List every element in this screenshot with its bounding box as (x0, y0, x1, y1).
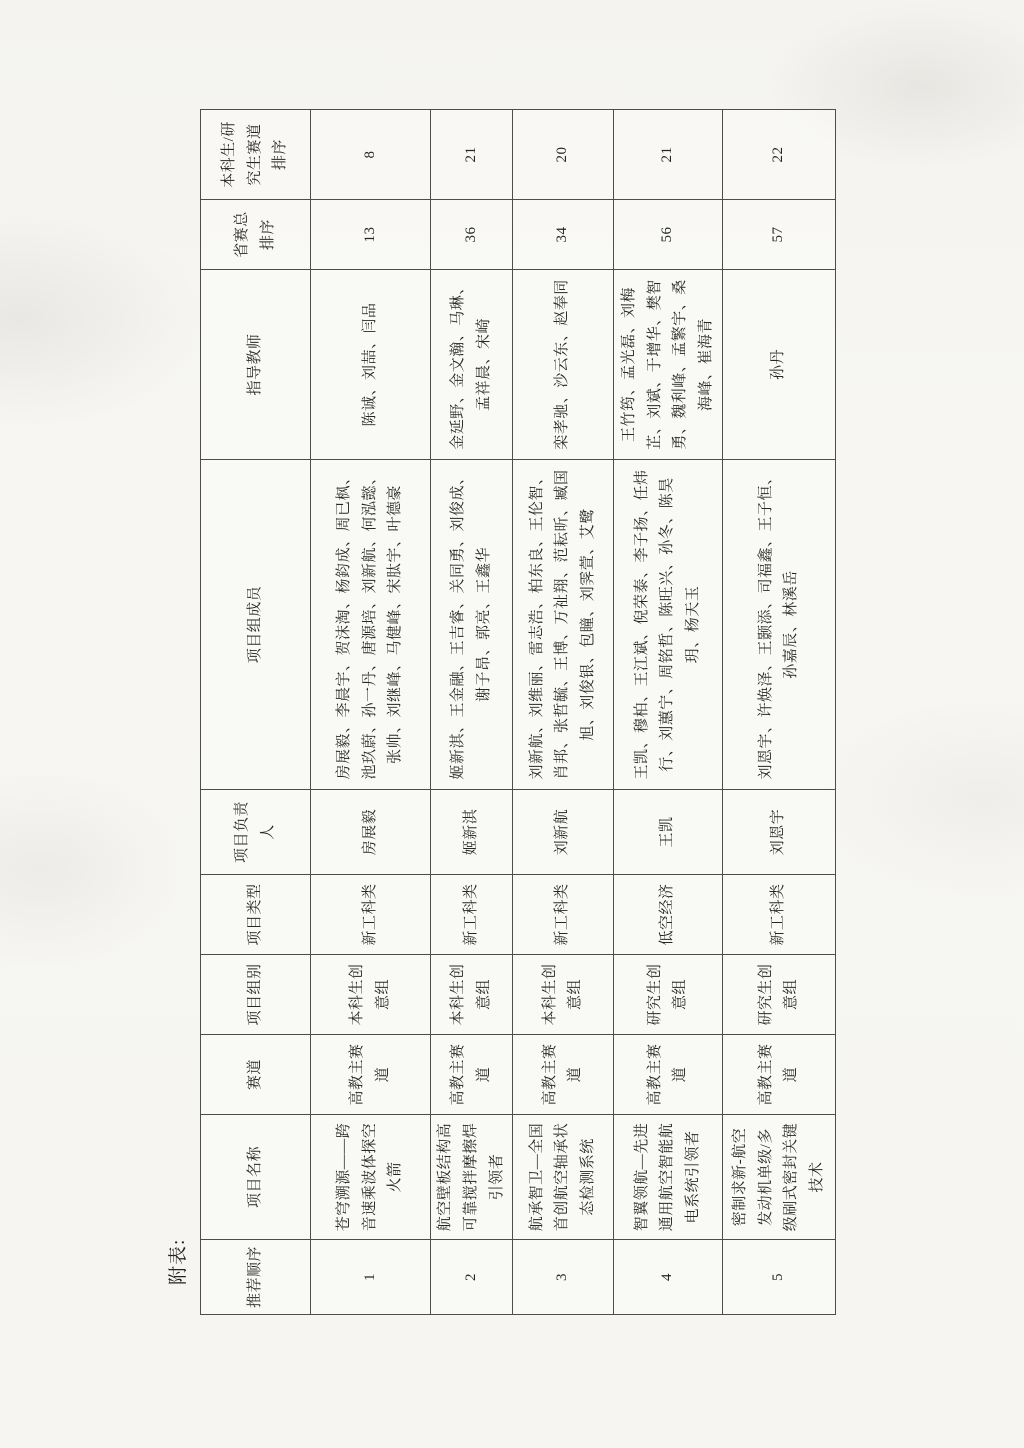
cell-project-name: 苍穹溯源——跨音速乘波体探空火箭 (311, 1115, 431, 1240)
cell-order: 3 (513, 1240, 614, 1315)
header-group: 项目组别 (201, 955, 311, 1035)
cell-provincial-rank: 13 (311, 200, 431, 270)
rotated-scan-region (155, 110, 835, 1315)
cell-members: 房展毅、李晨宇、贺沫淘、杨鈞成、周已枫、池玖蔚、孙一丹、唐源培、刘新航、何泓懿、张帅、刘继峰、马健峰、宋肽宇、叶德豪 (311, 460, 431, 790)
cell-track-rank: 20 (513, 110, 614, 200)
cell-order: 4 (614, 1240, 723, 1315)
cell-track: 高教主赛道 (513, 1035, 614, 1115)
cell-project-name: 智翼领航—先进通用航空智能航电系统引领者 (614, 1115, 723, 1240)
cell-members: 姬新淇、王金融、王吉睿、关同勇、刘俊成、谢子昂、郭亮、王鑫华 (431, 460, 513, 790)
cell-track-rank: 21 (431, 110, 513, 200)
cell-project-name: 密制求新-航空发动机单级/多级刷式密封关键技术 (723, 1115, 836, 1240)
recommendation-table (200, 109, 836, 1315)
cell-project-name: 航承智卫—全国首创航空轴承状态检测系统 (513, 1115, 614, 1240)
cell-leader: 王凯 (614, 790, 723, 875)
cell-advisors: 王竹筠、孟光磊、刘梅芷、刘斌、于增华、樊智勇、魏利峰、孟繁宇、桑海峰、崔海青 (614, 270, 723, 460)
cell-order: 1 (311, 1240, 431, 1315)
cell-type: 低空经济 (614, 875, 723, 955)
cell-track-rank: 8 (311, 110, 431, 200)
cell-track: 高教主赛道 (311, 1035, 431, 1115)
table-header-row (201, 110, 311, 1315)
cell-provincial-rank: 56 (614, 200, 723, 270)
cell-members: 刘新航、刘维丽、雷志浩、柏东良、王伦智、肖邦、张哲毓、王博、万祉翔、范耘昕、臧国旭、刘俊银、包瞳、刘霁萱、艾鹭 (513, 460, 614, 790)
table-row (431, 110, 513, 1315)
table-row (311, 110, 431, 1315)
cell-advisors: 孙丹 (723, 270, 836, 460)
cell-leader: 刘恩宇 (723, 790, 836, 875)
cell-leader: 姬新淇 (431, 790, 513, 875)
table-row (723, 110, 836, 1315)
cell-provincial-rank: 34 (513, 200, 614, 270)
cell-order: 2 (431, 1240, 513, 1315)
cell-type: 新工科类 (513, 875, 614, 955)
cell-advisors: 栾孝驰、沙云东、赵奉同 (513, 270, 614, 460)
cell-provincial-rank: 57 (723, 200, 836, 270)
cell-group: 本科生创意组 (311, 955, 431, 1035)
attachment-table-label: 附表: (168, 1238, 189, 1285)
cell-group: 本科生创意组 (431, 955, 513, 1035)
header-leader: 项目负责人 (201, 790, 311, 875)
cell-type: 新工科类 (311, 875, 431, 955)
cell-type: 新工科类 (723, 875, 836, 955)
header-track-rank: 本科生/研究生赛道排序 (201, 110, 311, 200)
cell-members: 刘恩宇、许焕泽、王颢添、司福鑫、王子恒、孙嘉辰、林溪岳 (723, 460, 836, 790)
cell-track-rank: 21 (614, 110, 723, 200)
cell-track: 高教主赛道 (614, 1035, 723, 1115)
header-provincial-rank: 省赛总排序 (201, 200, 311, 270)
header-project-name: 项目名称 (201, 1115, 311, 1240)
header-type: 项目类型 (201, 875, 311, 955)
cell-advisors: 金延野、金文瀚、马琳、孟祥晨、宋崎 (431, 270, 513, 460)
cell-group: 本科生创意组 (513, 955, 614, 1035)
table-row (513, 110, 614, 1315)
cell-advisors: 陈诚、刘喆、闫品 (311, 270, 431, 460)
cell-track-rank: 22 (723, 110, 836, 200)
cell-track: 高教主赛道 (431, 1035, 513, 1115)
cell-members: 王凯、穆柏、王江斌、倪荣泰、李子扬、任炜行、刘蕙宁、周铭哲、陈旺兴、孙冬、陈昊玥、杨天玉 (614, 460, 723, 790)
header-track: 赛道 (201, 1035, 311, 1115)
cell-group: 研究生创意组 (723, 955, 836, 1035)
cell-type: 新工科类 (431, 875, 513, 955)
cell-project-name: 航空壁板结构高可靠搅拌摩擦焊引领者 (431, 1115, 513, 1240)
header-members: 项目组成员 (201, 460, 311, 790)
cell-order: 5 (723, 1240, 836, 1315)
landscape-content (155, 110, 835, 1315)
cell-group: 研究生创意组 (614, 955, 723, 1035)
cell-track: 高教主赛道 (723, 1035, 836, 1115)
cell-provincial-rank: 36 (431, 200, 513, 270)
table-row (614, 110, 723, 1315)
header-order: 推荐顺序 (201, 1240, 311, 1315)
cell-leader: 房展毅 (311, 790, 431, 875)
header-advisors: 指导教师 (201, 270, 311, 460)
cell-leader: 刘新航 (513, 790, 614, 875)
